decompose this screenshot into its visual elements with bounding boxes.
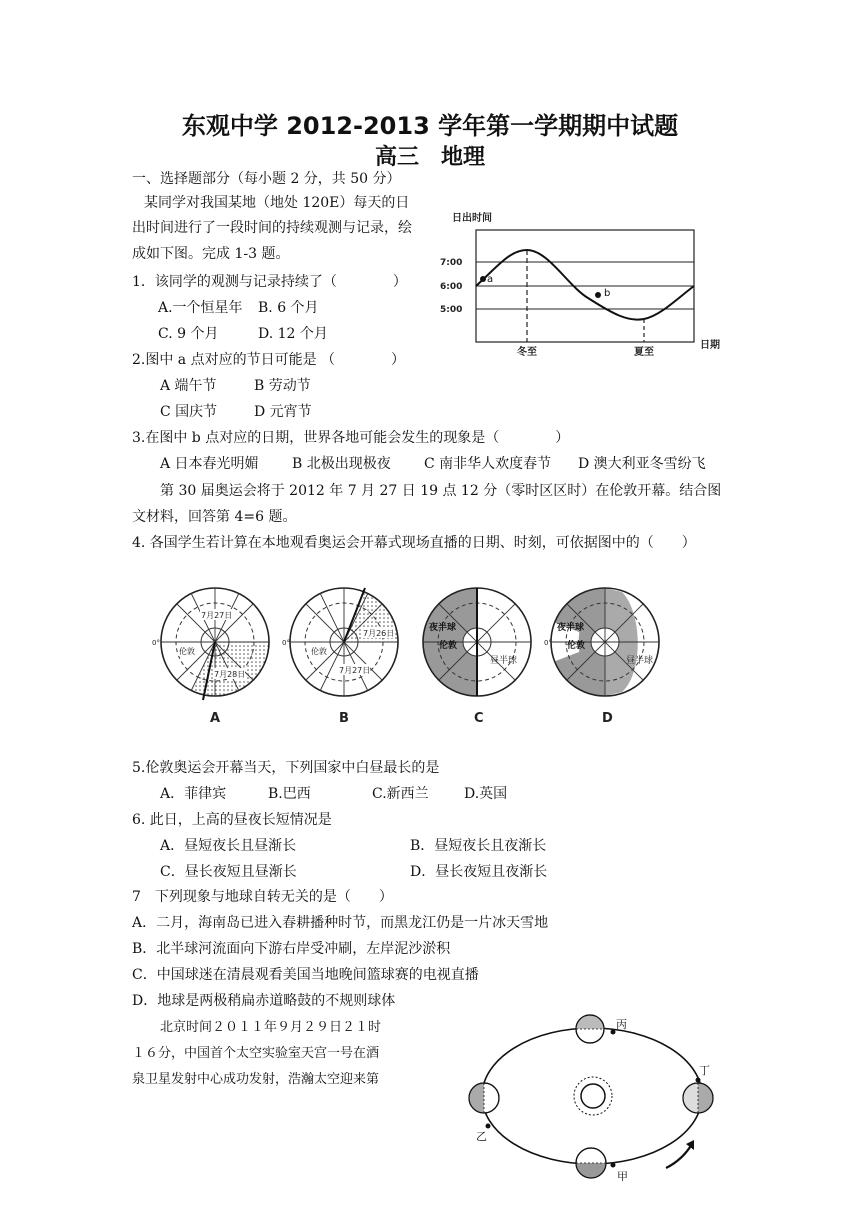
q6-option-a: A．昼短夜长且昼渐长 — [160, 838, 297, 854]
olympic-line-2: 文材料，回答第 4=6 题。 — [132, 509, 297, 525]
y-tick-500: 5:00 — [440, 305, 463, 315]
tiangong-line-3: 泉卫星发射中心成功发射，浩瀚太空迎来第 — [132, 1072, 380, 1087]
dial-b-label: B — [339, 711, 349, 726]
point-a-marker — [480, 276, 486, 282]
q6-option-c: C．昼长夜短且昼渐长 — [160, 864, 297, 880]
point-a-label: a — [487, 274, 494, 285]
q7-stem: 7 下列现象与地球自转无关的是（ ） — [132, 889, 393, 905]
q5-option-c: C.新西兰 — [372, 786, 429, 802]
dial-d-night-label: 夜半球 — [557, 623, 585, 633]
intro-line-2: 出时间进行了一段时间的持续观测与记录，绘 — [132, 220, 412, 236]
q1-option-d: D. 12 个月 — [258, 326, 328, 342]
dial-b-date-right: 7月26日 — [363, 629, 395, 638]
q2-option-a: A 端午节 — [160, 378, 217, 394]
dial-a-date-top: 7月27日 — [201, 611, 233, 620]
dial-c-london: 伦敦 — [439, 641, 458, 651]
q4-stem: 4. 各国学生若计算在本地观看奥运会开幕式现场直播的日期、时刻，可依据图中的（ ） — [132, 535, 696, 551]
dial-d-label: D — [602, 711, 613, 726]
earth-position-jia — [576, 1148, 628, 1183]
earth-position-bing — [576, 1015, 627, 1043]
q6-option-b: B．昼短夜长且夜渐长 — [410, 838, 547, 854]
q1-option-c: C. 9 个月 — [158, 326, 219, 342]
q7-option-d: D．地球是两极稍扁赤道略鼓的不规则球体 — [132, 993, 396, 1009]
section-heading: 一、选择题部分（每小题 2 分，共 50 分） — [132, 171, 401, 187]
orbit-label-yi: 乙 — [476, 1130, 487, 1143]
q5-option-a: A．菲律宾 — [160, 786, 227, 802]
q3-stem: 3.在图中 b 点对应的日期，世界各地可能会发生的现象是（ ） — [132, 430, 570, 446]
q7-option-b: B．北半球河流面向下游右岸受冲刷，左岸泥沙淤积 — [132, 941, 451, 957]
orbit-label-ding: 丁 — [699, 1064, 710, 1077]
chart-y-title: 日出时间 — [452, 213, 492, 224]
earth-position-ding — [683, 1064, 713, 1113]
olympic-line-1: 第 30 届奥运会将于 2012 年 7 月 27 日 19 点 12 分（零时区区时）在伦敦开幕。结合图 — [160, 483, 722, 499]
q2-option-d: D 元宵节 — [254, 404, 312, 420]
q5-stem: 5.伦敦奥运会开幕当天，下列国家中白昼最长的是 — [132, 760, 440, 776]
dial-c-night-label: 夜半球 — [429, 623, 457, 633]
q6-stem: 6. 此日，上高的昼夜长短情况是 — [132, 812, 332, 828]
dial-a — [152, 588, 269, 726]
point-b-label: b — [604, 288, 611, 299]
q5-option-b: B.巴西 — [268, 786, 311, 802]
dial-a-label: A — [210, 711, 221, 726]
x-label-summer: 夏至 — [634, 347, 654, 356]
dial-a-london: 伦敦 — [179, 647, 195, 656]
q6-option-d: D．昼长夜短且夜渐长 — [410, 864, 548, 880]
dial-d-day-label: 昼半球 — [626, 656, 654, 666]
intro-line-1: 某同学对我国某地（地处 120E）每天的日 — [144, 195, 410, 211]
dial-d-london: 伦敦 — [567, 641, 586, 651]
dial-c-day-label: 昼半球 — [490, 656, 518, 666]
q5-option-d: D.英国 — [464, 786, 508, 802]
q1-option-b: B. 6 个月 — [258, 300, 319, 316]
dial-b — [282, 588, 398, 726]
dial-d — [544, 588, 659, 726]
q2-stem: 2.图中 a 点对应的节日可能是 （ ） — [132, 352, 406, 368]
q7-option-a: A．二月，海南岛已进入春耕播种时节，而黑龙江仍是一片冰天雪地 — [132, 915, 549, 931]
q2-option-c: C 国庆节 — [160, 404, 218, 420]
dial-b-london: 伦敦 — [311, 647, 327, 656]
page-title: 东观中学 2012-2013 学年第一学期期中试题 — [181, 112, 679, 140]
orbit-label-jia: 甲 — [617, 1170, 628, 1183]
sun-icon — [574, 1077, 612, 1115]
q3-option-c: C 南非华人欢度春节 — [424, 456, 552, 472]
q1-option-a: A.一个恒星年 — [158, 300, 243, 316]
tiangong-line-2: １６分，中国首个太空实验室天宫一号在酒 — [132, 1046, 380, 1061]
dial-c-label: C — [474, 711, 484, 726]
dial-c — [423, 588, 531, 726]
q3-option-b: B 北极出现极夜 — [292, 456, 391, 472]
orbit-label-bing: 丙 — [616, 1018, 627, 1031]
svg-text:0°: 0° — [152, 639, 160, 647]
y-tick-700: 7:00 — [440, 258, 463, 268]
q3-option-d: D 澳大利亚冬雪纷飞 — [578, 456, 706, 472]
polar-dials-figure — [150, 572, 690, 732]
y-tick-600: 6:00 — [440, 282, 463, 292]
x-label-winter: 冬至 — [517, 347, 537, 356]
point-b-marker — [595, 292, 601, 298]
q7-option-c: C．中国球迷在清晨观看美国当地晚间篮球赛的电视直播 — [132, 967, 479, 983]
sunrise-time-chart — [438, 206, 738, 356]
svg-text:0°: 0° — [282, 639, 290, 647]
page-subtitle: 高三 地理 — [374, 145, 485, 170]
q3-option-a: A 日本春光明媚 — [160, 456, 259, 472]
q1-stem: 1．该同学的观测与记录持续了（ ） — [132, 274, 407, 290]
svg-text:0°: 0° — [544, 639, 552, 647]
dial-b-date-bottom: 7月27日 — [339, 666, 371, 675]
intro-line-3: 成如下图。完成 1-3 题。 — [132, 246, 290, 262]
tiangong-line-1: 北京时间２０１１年９月２９日２１时 — [160, 1020, 382, 1035]
x-unit-label: 日期 — [700, 340, 720, 351]
earth-position-yi — [469, 1083, 499, 1143]
earth-orbit-diagram — [458, 1008, 728, 1188]
dial-a-date-bottom: 7月28日 — [214, 670, 246, 679]
q2-option-b: B 劳动节 — [254, 378, 311, 394]
